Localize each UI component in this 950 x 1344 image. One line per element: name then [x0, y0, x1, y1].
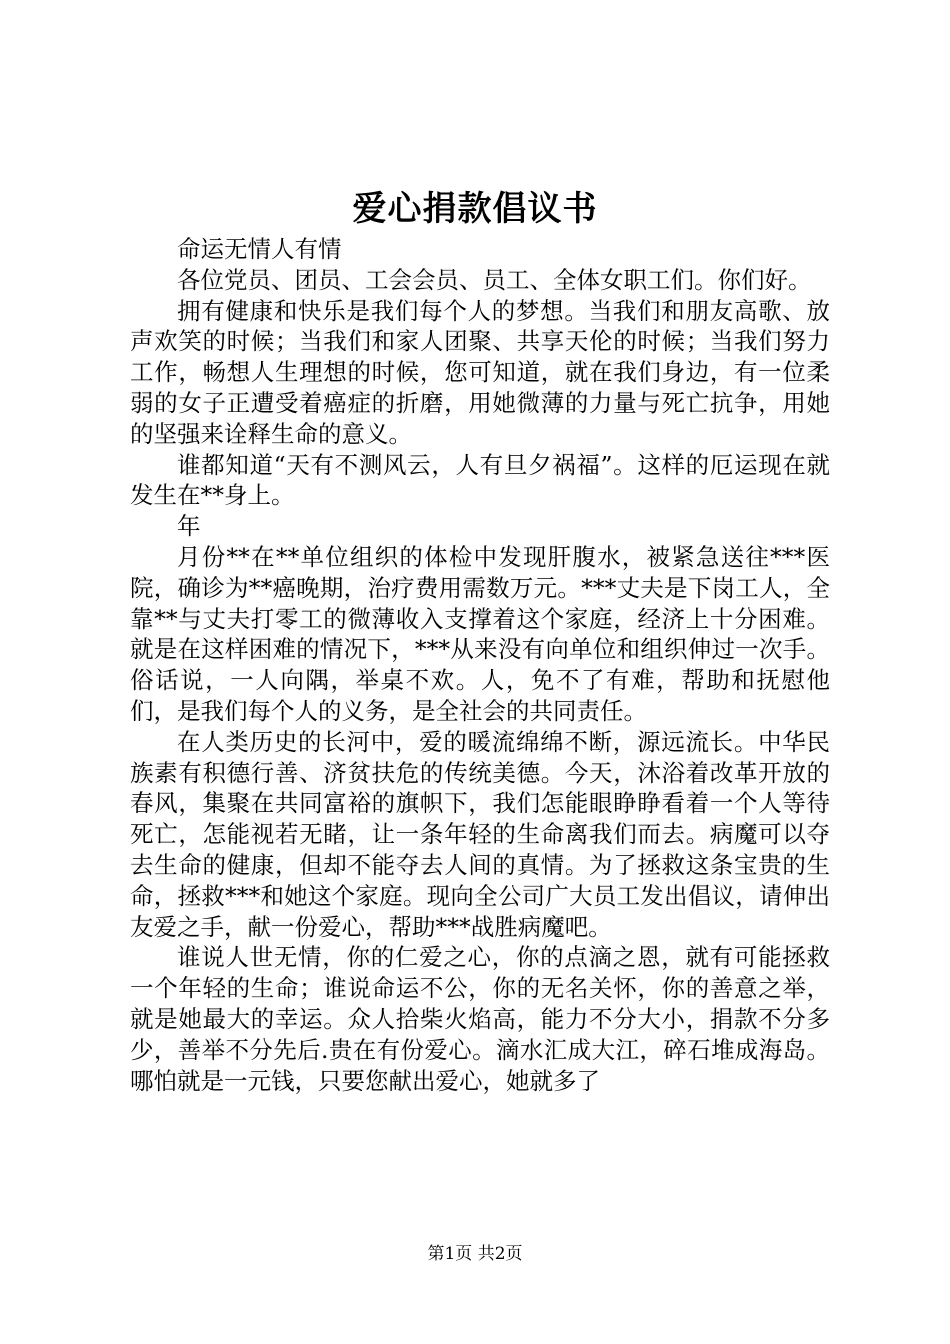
body-paragraph: 拥有健康和快乐是我们每个人的梦想。当我们和朋友高歌、放声欢笑的时候；当我们和家人团聚、共享天伦的时候；当我们努力工作，畅想人生理想的时候，您可知道，就在我们身边，有一位柔弱的女子正遭受着癌症的折磨，用她微薄的力量与死亡抗争，用她的坚强来诠释生命的意义。: [130, 296, 830, 448]
body-paragraph: 年: [177, 512, 201, 541]
body-paragraph: 谁说人世无情，你的仁爱之心，你的点滴之恩，就有可能拯救一个年轻的生命；谁说命运不公，你的无名关怀，你的善意之举，就是她最大的幸运。众人拾柴火焰高，能力不分大小，捐款不分多少，善举不分先后.贵在有份爱心。滴水汇成大江，碎石堆成海岛。哪怕就是一元钱，只要您献出爱心，她就多了: [130, 943, 830, 1095]
document-body: [130, 234, 830, 1096]
body-paragraph: 月份**在**单位组织的体检中发现肝腹水，被紧急送往***医院，确诊为**癌晚期，治疗费用需数万元。***丈夫是下岗工人，全靠**与丈夫打零工的微薄收入支撑着这个家庭，经济上十分困难。就是在这样困难的情况下，***从来没有向单位和组织伸过一次手。俗话说，一人向隅，举桌不欢。人，免不了有难，帮助和抚慰他们，是我们每个人的义务，是全社会的共同责任。: [130, 542, 830, 725]
body-paragraph: 谁都知道“天有不测风云，人有旦夕祸福”。这样的厄运现在就发生在**身上。: [130, 450, 830, 510]
subtitle-paragraph: 命运无情人有情: [177, 235, 342, 263]
greeting-paragraph: 各位党员、团员、工会会员、员工、全体女职工们。你们好。: [177, 265, 812, 294]
body-paragraph: 在人类历史的长河中，爱的暖流绵绵不断，源远流长。中华民族素有积德行善、济贫扶危的传统美德。今天，沐浴着改革开放的春风，集聚在共同富裕的旗帜下，我们怎能眼睁睁看着一个人等待死亡，怎能视若无睹，让一条年轻的生命离我们而去。病魔可以夺去生命的健康，但却不能夺去人间的真情。为了拯救这条宝贵的生命，拯救***和她这个家庭。现向全公司广大员工发出倡议，请伸出友爱之手，献一份爱心，帮助***战胜病魔吧。: [130, 727, 830, 941]
page-title: 爱心捐款倡议书: [352, 189, 598, 229]
page-number-footer: 第1页 共2页: [427, 1244, 523, 1264]
